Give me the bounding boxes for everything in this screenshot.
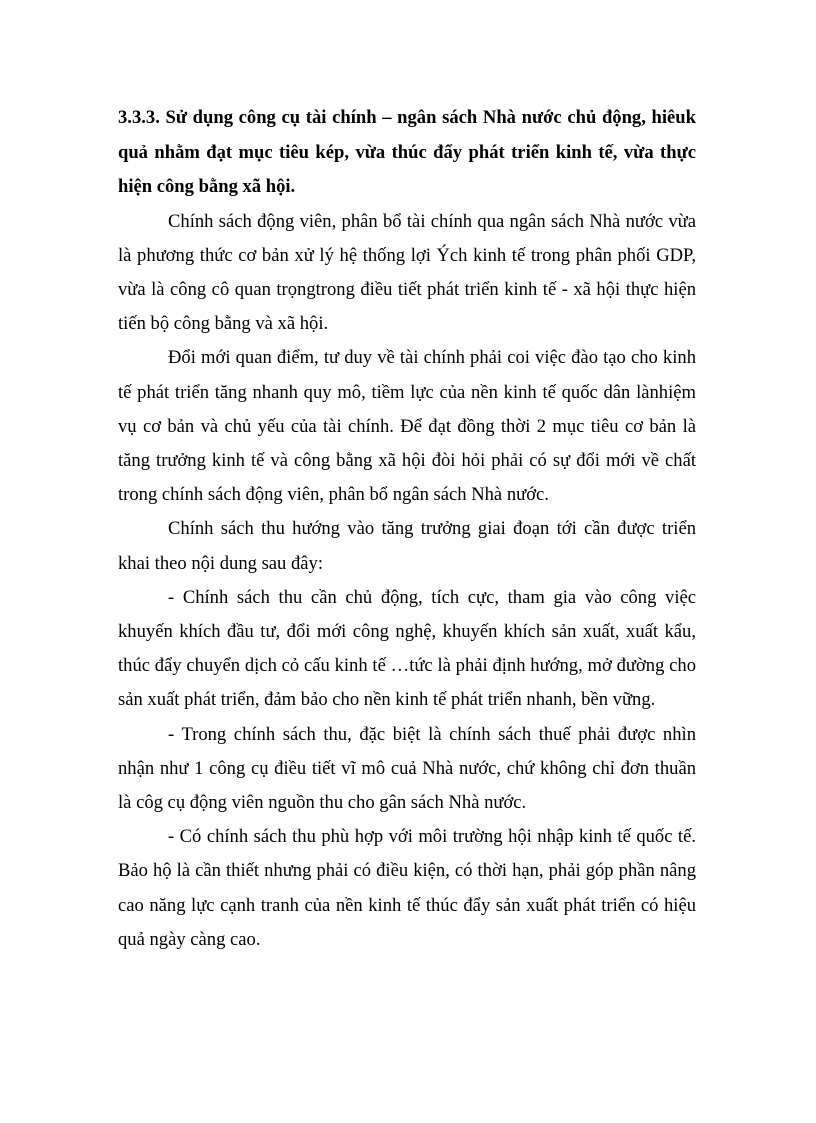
paragraph-1: Chính sách động viên, phân bổ tài chính qua ngân sách Nhà nước vừa là phương thức cơ bản xử lý hệ thống lợi Ých kinh tế trong phân phối GDP, vừa là công cô quan trọngtrong điều tiết phát triển kinh tế - xã hội thực hiện tiến bộ công bằng và xã hội. [118,210,696,335]
section-heading: 3.3.3. Sử dụng công cụ tài chính – ngân sách Nhà nước chủ động, hiêuk quả nhằm đạt mục tiêu kép, vừa thúc đẩy phát triển kinh tế, vừa thực hiện công bằng xã hội. [118,107,696,197]
paragraph-5: - Trong chính sách thu, đặc biệt là chính sách thuế phải được nhìn nhận như 1 công cụ điều tiết vĩ mô cuả Nhà nước, chứ không chỉ đơn thuần là côg cụ động viên nguồn thu cho gân sách Nhà nước. [118,723,696,813]
document-page [118,101,696,957]
paragraph-6: - Có chính sách thu phù hợp với môi trường hội nhập kinh tế quốc tế. Bảo hộ là cần thiết nhưng phải có điều kiện, có thời hạn, phải góp phần nâng cao năng lực cạnh tranh của nền kinh tế thúc đẩy sản xuất phát triển có hiệu quả ngày càng cao. [118,826,696,950]
paragraph-4: - Chính sách thu cần chủ động, tích cực, tham gia vào công việc khuyến khích đầu tư, đổi mới công nghệ, khuyến khích sản xuất, xuất kẩu, thúc đẩy chuyển dịch cỏ cấu kinh tế …tức là phải định hướng, mở đường cho sản xuất phát triển, đảm bảo cho nền kinh tế phát triển nhanh, bền vững. [118,586,696,711]
paragraph-3: Chính sách thu hướng vào tăng trưởng giai đoạn tới cần được triển khai theo nội dung sau đây: [118,518,696,574]
paragraph-2: Đổi mới quan điểm, tư duy về tài chính phải coi việc đào tạo cho kinh tế phát triển tăng nhanh quy mô, tiềm lực của nền kinh tế quốc dân lànhiệm vụ cơ bản và chủ yếu của tài chính. Để đạt đồng thời 2 mục tiêu cơ bản là tăng trưởng kinh tế và công bằng xã hội đòi hỏi phải có sự đổi mới về chất trong chính sách động viên, phân bổ ngân sách Nhà nước. [118,347,696,506]
